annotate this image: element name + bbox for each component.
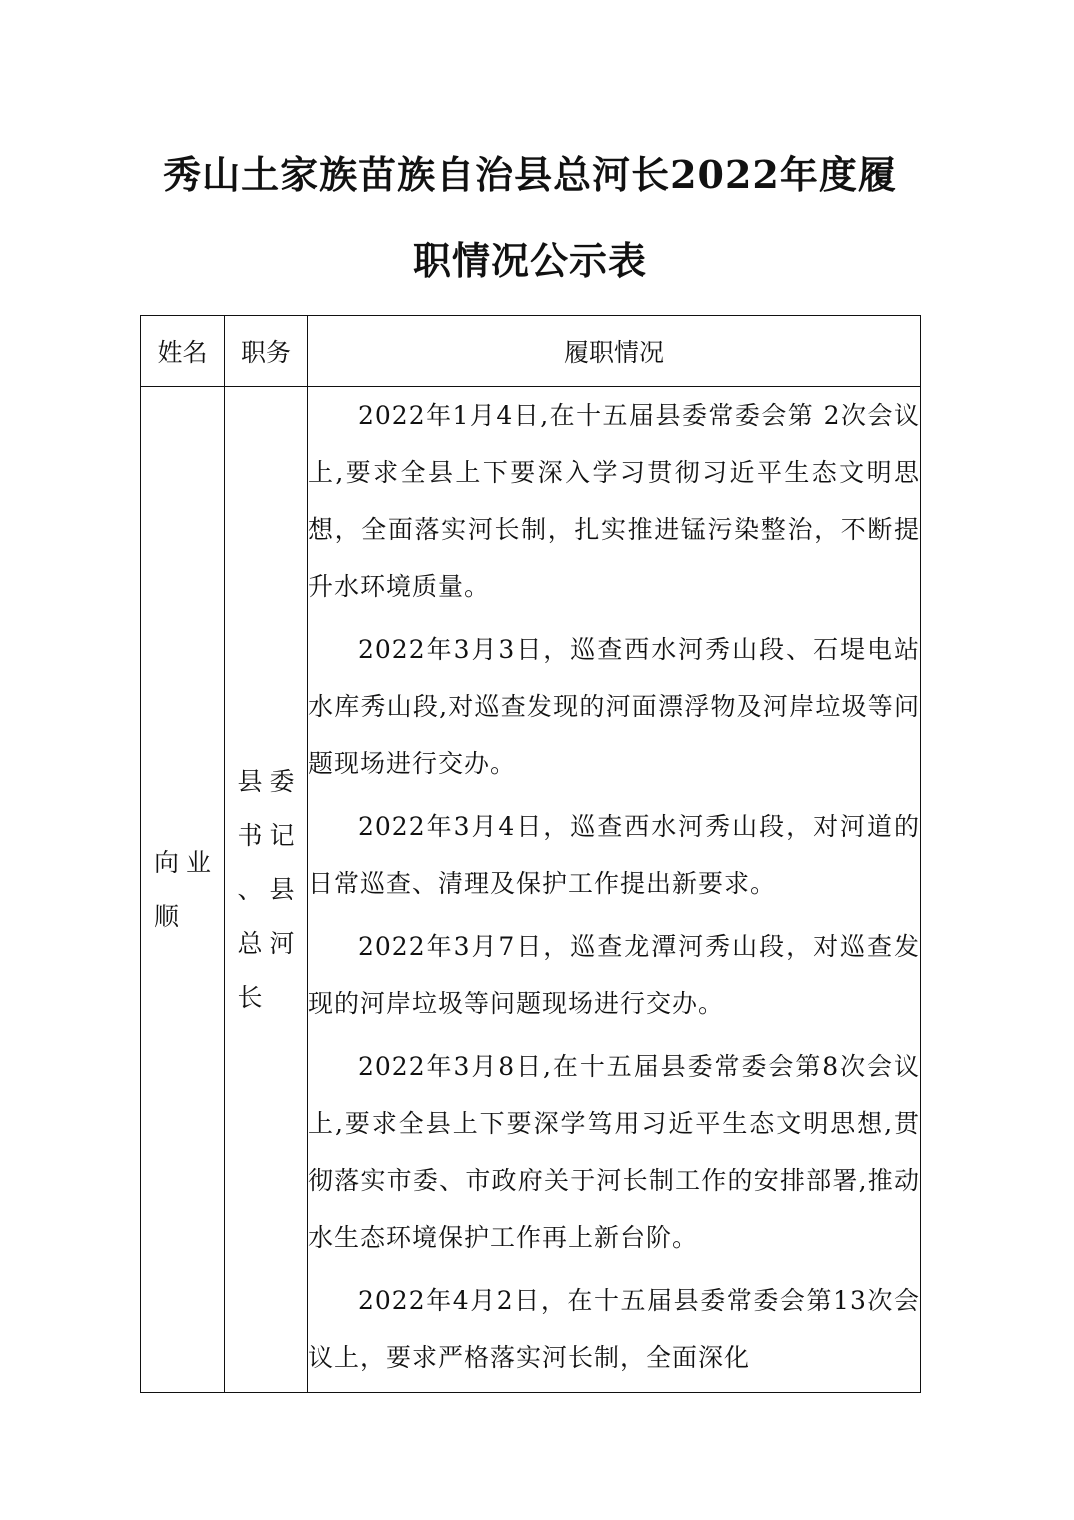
document-title (140, 132, 920, 304)
table-row (141, 387, 921, 1393)
role-char: 总 (237, 928, 263, 958)
duty-paragraph-6: 2022年4月2日，在十五届县委常委会第13次会议上，要求严格落实河长制，全面深化 (308, 1286, 920, 1372)
table-header-row (141, 316, 921, 387)
person-name (151, 836, 215, 944)
name-char: 向 (153, 847, 179, 877)
duty-paragraph-3: 2022年3月4日，巡查西水河秀山段，对河道的日常巡查、清理及保护工作提出新要求。 (308, 812, 920, 898)
role-char: 、 (237, 874, 263, 904)
role-char: 河 (269, 928, 295, 958)
role-char: 记 (269, 820, 295, 850)
role-char: 委 (269, 766, 295, 796)
title-line-1: 秀山土家族苗族自治县总河长2022年度履 (163, 152, 897, 197)
title-line-2: 职情况公示表 (412, 238, 647, 283)
name-char: 业 (185, 847, 211, 877)
name-char: 顺 (153, 901, 179, 931)
duty-table (140, 315, 921, 1393)
person-role (234, 755, 298, 1025)
header-duties: 履职情况 (308, 316, 921, 387)
header-role: 职务 (225, 316, 308, 387)
duty-paragraph-2: 2022年3月3日，巡查西水河秀山段、石堤电站水库秀山段,对巡查发现的河面漂浮物及河岸垃圾等问题现场进行交办。 (308, 635, 920, 778)
duty-paragraph-4: 2022年3月7日，巡查龙潭河秀山段，对巡查发现的河岸垃圾等问题现场进行交办。 (308, 932, 920, 1018)
cell-role (225, 387, 308, 1393)
duty-paragraph-5: 2022年3月8日,在十五届县委常委会第8次会议上,要求全县上下要深学笃用习近平生态文明思想,贯彻落实市委、市政府关于河长制工作的安排部署,推动水生态环境保护工作再上新台阶。 (308, 1052, 920, 1252)
role-char: 长 (237, 982, 263, 1012)
duty-paragraph-1: 2022年1月4日,在十五届县委常委会第 2次会议上,要求全县上下要深入学习贯彻习近平生态文明思想，全面落实河长制，扎实推进锰污染整治，不断提升水环境质量。 (308, 401, 920, 601)
role-char: 县 (237, 766, 263, 796)
cell-name (141, 387, 225, 1393)
role-char: 书 (237, 820, 263, 850)
role-char: 县 (269, 874, 295, 904)
header-name: 姓名 (141, 316, 225, 387)
cell-duties (308, 387, 921, 1393)
